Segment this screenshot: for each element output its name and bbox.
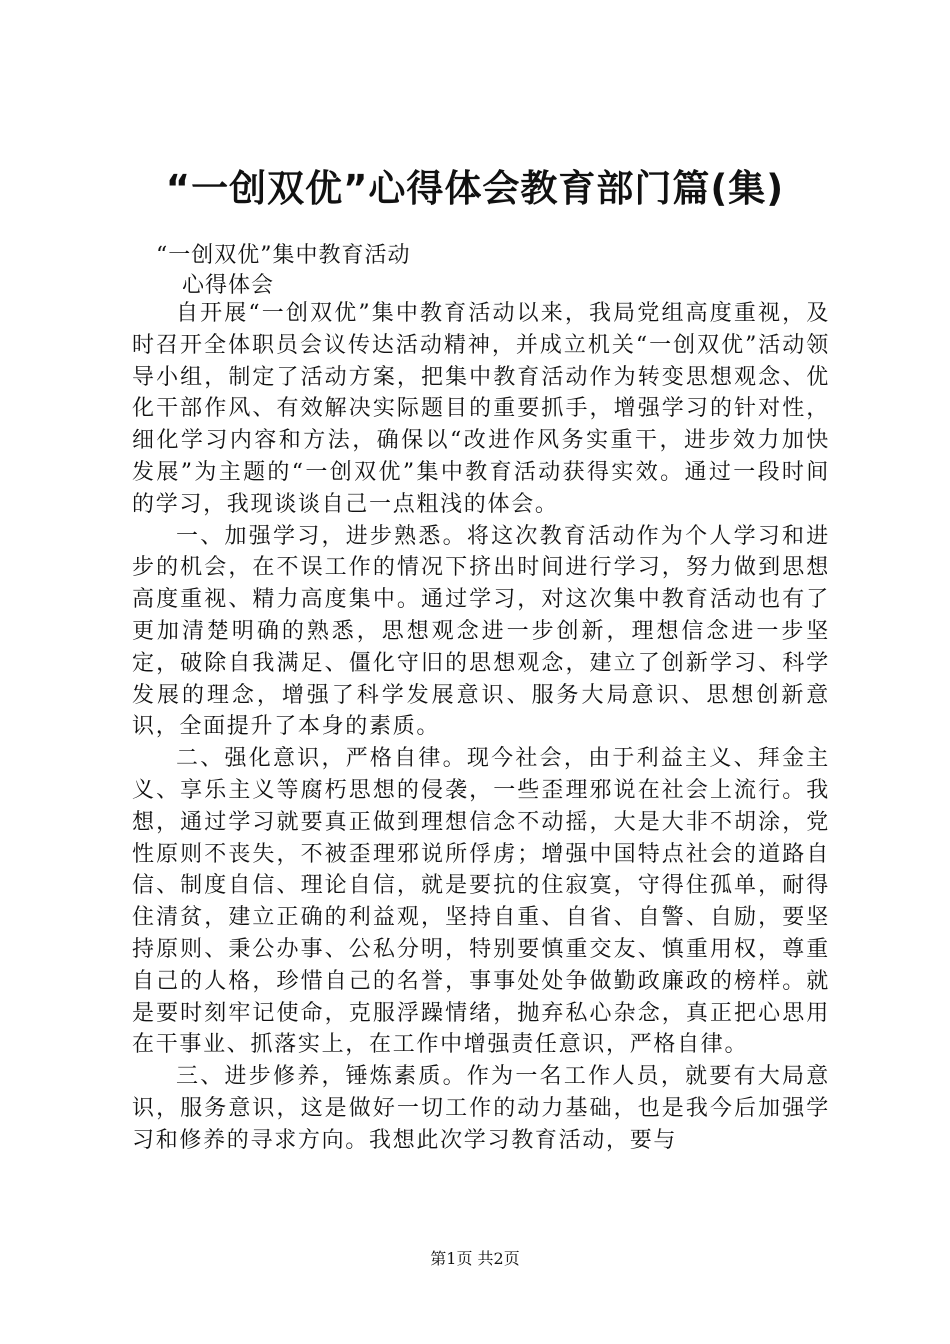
- paragraph-section-2: 二、强化意识，严格自律。现今社会，由于利益主义、拜金主义、享乐主义等腐朽思想的侵袭，一些歪理邪说在社会上流行。我想，通过学习就要真正做到理想信念不动摇，大是大非不胡涂，党性原则不丧失，不被歪理邪说所俘虏；增强中国特点社会的道路自信、制度自信、理论自信，就是要抗的住寂寞，守得住孤单，耐得住清贫，建立正确的利益观，坚持自重、自省、自警、自励，要坚持原则、秉公办事、公私分明，特别要慎重交友、慎重用权，尊重自己的人格，珍惜自己的名誉，事事处处争做勤政廉政的榜样。就是要时刻牢记使命，克服浮躁情绪，抛弃私心杂念，真正把心思用在干事业、抓落实上，在工作中增强责任意识，严格自律。: [132, 746, 830, 1058]
- page-number-footer: 第1页 共2页: [430, 1249, 520, 1268]
- paragraph-section-3: 三、进步修养，锤炼素质。作为一名工作人员，就要有大局意识，服务意识，这是做好一切工作的动力基础，也是我今后加强学习和修养的寻求方向。我想此次学习教育活动，要与: [132, 1064, 830, 1153]
- paragraph-intro: 自开展“一创双优”集中教育活动以来，我局党组高度重视，及时召开全体职员会议传达活动精神，并成立机关“一创双优”活动领导小组，制定了活动方案，把集中教育活动作为转变思想观念、优化干部作风、有效解决实际题目的重要抓手，增强学习的针对性，细化学习内容和方法，确保以“改进作风务实重干，进步效力加快发展”为主题的“一创双优”集中教育活动获得实效。通过一段时间的学习，我现谈谈自己一点粗浅的体会。: [132, 301, 830, 517]
- page-title: “一创双优”心得体会教育部门篇(集): [165, 167, 785, 210]
- body-text: [132, 298, 830, 1157]
- paragraph-section-1: 一、加强学习，进步熟悉。将这次教育活动作为个人学习和进步的机会，在不误工作的情况下挤出时间进行学习，努力做到思想高度重视、精力高度集中。通过学习，对这次集中教育活动也有了更加清楚明确的熟悉，思想观念进一步创新，理想信念进一步坚定，破除自我满足、僵化守旧的思想观念，建立了创新学习、科学发展的理念，增强了科学发展意识、服务大局意识、思想创新意识，全面提升了本身的素质。: [132, 523, 830, 740]
- subtitle-line-1: “一创双优”集中教育活动: [156, 243, 411, 268]
- subtitle-line-2: 心得体会: [182, 273, 275, 298]
